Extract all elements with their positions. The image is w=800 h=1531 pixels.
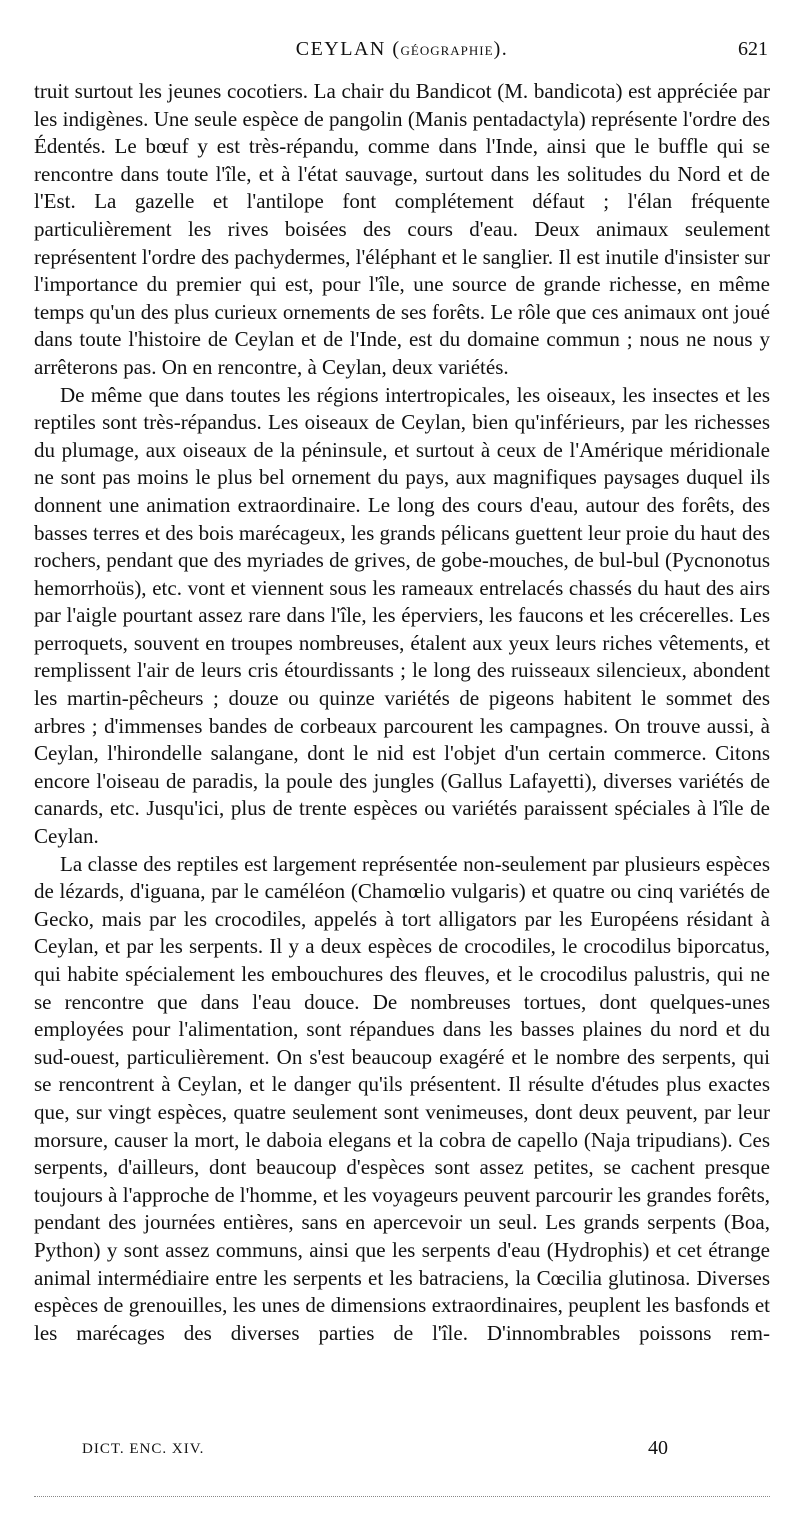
running-header xyxy=(34,38,770,68)
running-title-main: CEYLAN ( xyxy=(295,38,401,60)
paragraph-3: La classe des reptiles est largement représentée non-seulement par plusieurs espèces de lézards, d'iguana, par le caméléon (Chamœlio vulgaris) et quatre ou cinq variétés de Gecko, mais par les crocodiles, appelés à tort alligators par les Européens résidant à Ceylan, et par les serpents. Il y a deux espèces de crocodiles, le crocodilus biporcatus, qui habite spécialement les embouchures des fleuves, et le crocodilus palustris, qui ne se rencontre que dans l'eau douce. De nombreuses tortues, dont quelques-unes employées pour l'alimentation, sont répandues dans les basses plaines du nord et du sud-ouest, particulièrement. On s'est beaucoup exagéré et le nombre des serpents, qui se rencontrent à Ceylan, et le danger qu'ils présentent. Il résulte d'études plus exactes que, sur vingt espèces, quatre seulement sont venimeuses, dont deux peuvent, par leur morsure, causer la mort, le daboia elegans et la cobra de capello (Naja tripudians). Ces serpents, d'ailleurs, dont beaucoup d'espèces sont assez petites, se cachent presque toujours à l'approche de l'homme, et les voyageurs peuvent parcourir les grandes forêts, pendant des journées entières, sans en apercevoir un seul. Les grands serpents (Boa, Python) y sont assez communs, ainsi que les serpents d'eau (Hydrophis) et cet étrange animal intermédiaire entre les serpents et les batraciens, la Cœcilia glutinosa. Diverses espèces de grenouilles, les unes de dimensions extraordinaires, peuplent les basfonds et les marécages des diverses parties de l'île. D'innombrables poissons rem- xyxy=(34,851,770,1345)
running-title-subject: GÉOGRAPHIE xyxy=(400,43,494,58)
running-title-close: ). xyxy=(493,38,509,60)
running-title xyxy=(34,38,770,61)
bottom-dotted-rule xyxy=(34,1496,770,1497)
page-number: 621 xyxy=(738,38,768,60)
paragraph-2: De même que dans toutes les régions intertropicales, les oiseaux, les insectes et les reptiles sont très-répandus. Les oiseaux de Ceylan, bien qu'inférieurs, par les richesses du plumage, aux oiseaux de la péninsule, et surtout à ceux de l'Amérique méridionale ne sont pas moins le plus bel ornement du pays, aux magnifiques paysages duquel ils donnent une animation extraordinaire. Le long des cours d'eau, autour des forêts, des basses terres et des bois marécageux, les grands pélicans guettent leur proie du haut des rochers, pendant que des myriades de grives, de gobe-mouches, de bul-bul (Pycnonotus hemorrhoüs), etc. vont et viennent sous les rameaux entrelacés chassés du haut des airs par l'aigle pourtant assez rare dans l'île, les éperviers, les faucons et les crécerelles. Les perroquets, souvent en troupes nombreuses, étalent aux yeux leurs riches vêtements, et remplissent l'air de leurs cris étourdissants ; le long des ruisseaux silencieux, abondent les martin-pêcheurs ; douze ou quinze variétés de pigeons habitent le sommet des arbres ; d'immenses bandes de corbeaux parcourent les campagnes. On trouve aussi, à Ceylan, l'hirondelle salangane, dont le nid est l'objet d'un certain commerce. Citons encore l'oiseau de paradis, la poule des jungles (Gallus Lafayetti), diverses variétés de canards, etc. Jusqu'ici, plus de trente espèces ou variétés paraissent spéciales à l'île de Ceylan. xyxy=(34,382,770,849)
page-footer xyxy=(34,1437,770,1465)
printer-signature: DICT. ENC. XIV. xyxy=(82,1441,205,1457)
signature-number: 40 xyxy=(648,1437,668,1459)
paragraph-1: truit surtout les jeunes cocotiers. La chair du Bandicot (M. bandicota) est appréciée par les indigènes. Une seule espèce de pangolin (Manis pentadactyla) représente l'ordre des Édentés. Le bœuf y est très-répandu, comme dans l'Inde, ainsi que le buffle qui se rencontre dans toute l'île, et à l'état sauvage, surtout dans les solitudes du Nord et de l'Est. La gazelle et l'antilope font complétement défaut ; l'élan fréquente particulièrement les rives boisées des cours d'eau. Deux animaux seulement représentent l'ordre des pachydermes, l'éléphant et le sanglier. Il est inutile d'insister sur l'importance du premier qui est, pour l'île, une source de grande richesse, en même temps qu'un des plus curieux ornements de ses forêts. Le rôle que ces animaux ont joué dans toute l'histoire de Ceylan et de l'Inde, est du domaine commun ; nous ne nous y arrêterons pas. On en rencontre, à Ceylan, deux variétés. xyxy=(34,79,770,379)
body-text xyxy=(34,78,770,1347)
